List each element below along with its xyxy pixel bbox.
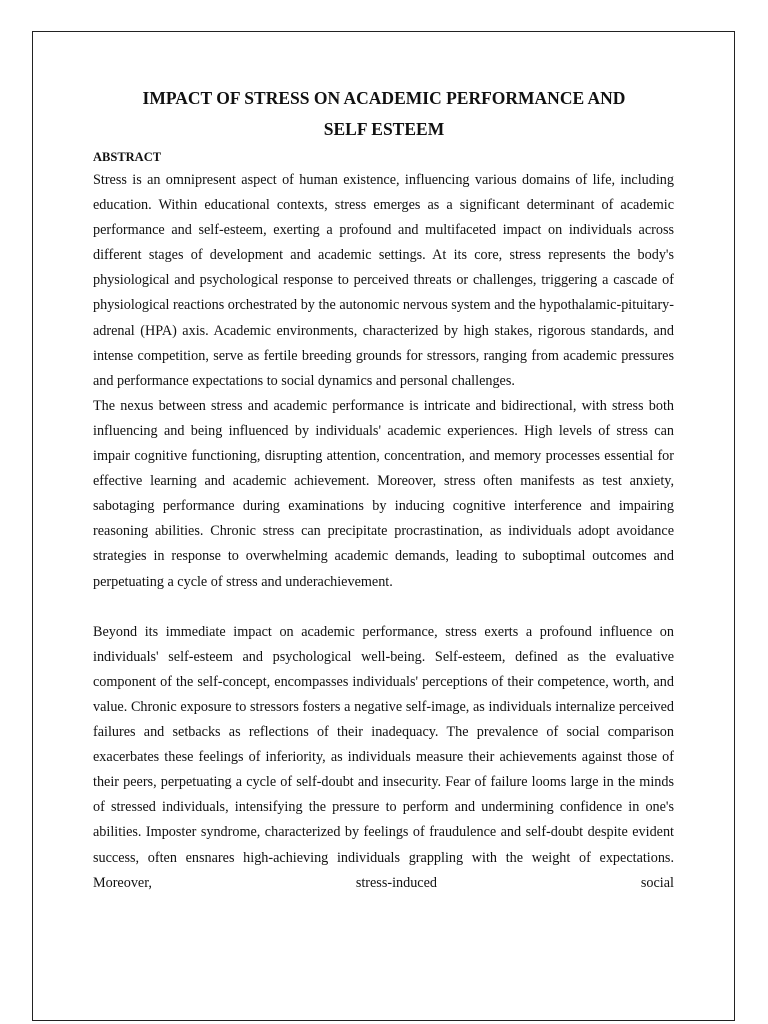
paragraph-gap: [93, 595, 674, 620]
paragraph-3: Beyond its immediate impact on academic performance, stress exerts a profound influence on individuals' self-esteem and psychological well-being. Self-esteem, defined as the evaluative component of the self-concept, encompasses individuals' perceptions of their competence, worth, and value. Chronic exposure to stressors fosters a negative self-image, as individuals internalize perceived failures and setbacks as reflections of their inadequacy. The prevalence of social comparison exacerbates these feelings of inferiority, as individuals measure their achievements against those of their peers, perpetuating a cycle of self-doubt and insecurity. Fear of failure looms large in the minds of stressed individuals, intensifying the pressure to perform and undermining confidence in one's abilities. Imposter syndrome, characterized by feelings of fraudulence and self-doubt despite evident success, often ensnares high-achieving individuals grappling with the weight of expectations. Moreover, stress-induced social: [93, 623, 674, 891]
abstract-body: [93, 168, 674, 896]
paragraph-2: The nexus between stress and academic performance is intricate and bidirectional, with stress both influencing and being influenced by individuals' academic experiences. High levels of stress can impair cognitive functioning, disrupting attention, concentration, and memory processes essential for effective learning and academic achievement. Moreover, stress often manifests as test anxiety, sabotaging performance during examinations by inducing cognitive interference and impairing reasoning abilities. Chronic stress can precipitate procrastination, as individuals adopt avoidance strategies in response to overwhelming academic demands, leading to suboptimal outcomes and perpetuating a cycle of stress and underachievement.: [93, 397, 674, 590]
document-title-line-2: SELF ESTEEM: [323, 119, 445, 139]
document-title-line-1: IMPACT OF STRESS ON ACADEMIC PERFORMANCE AND: [142, 88, 626, 108]
abstract-heading: ABSTRACT: [93, 150, 162, 164]
paragraph-1: Stress is an omnipresent aspect of human existence, influencing various domains of life, including education. Within educational contexts, stress emerges as a significant determinant of academic performance and self-esteem, exerting a profound and multifaceted impact on individuals across different stages of development and academic settings. At its core, stress represents the body's physiological and psychological response to perceived threats or challenges, triggering a cascade of physiological reactions orchestrated by the autonomic nervous system and the hypothalamic-pituitary-adrenal (HPA) axis. Academic environments, characterized by high stakes, rigorous standards, and intense competition, serve as fertile breeding grounds for stressors, ranging from academic pressures and performance expectations to social dynamics and personal challenges.: [93, 172, 674, 389]
